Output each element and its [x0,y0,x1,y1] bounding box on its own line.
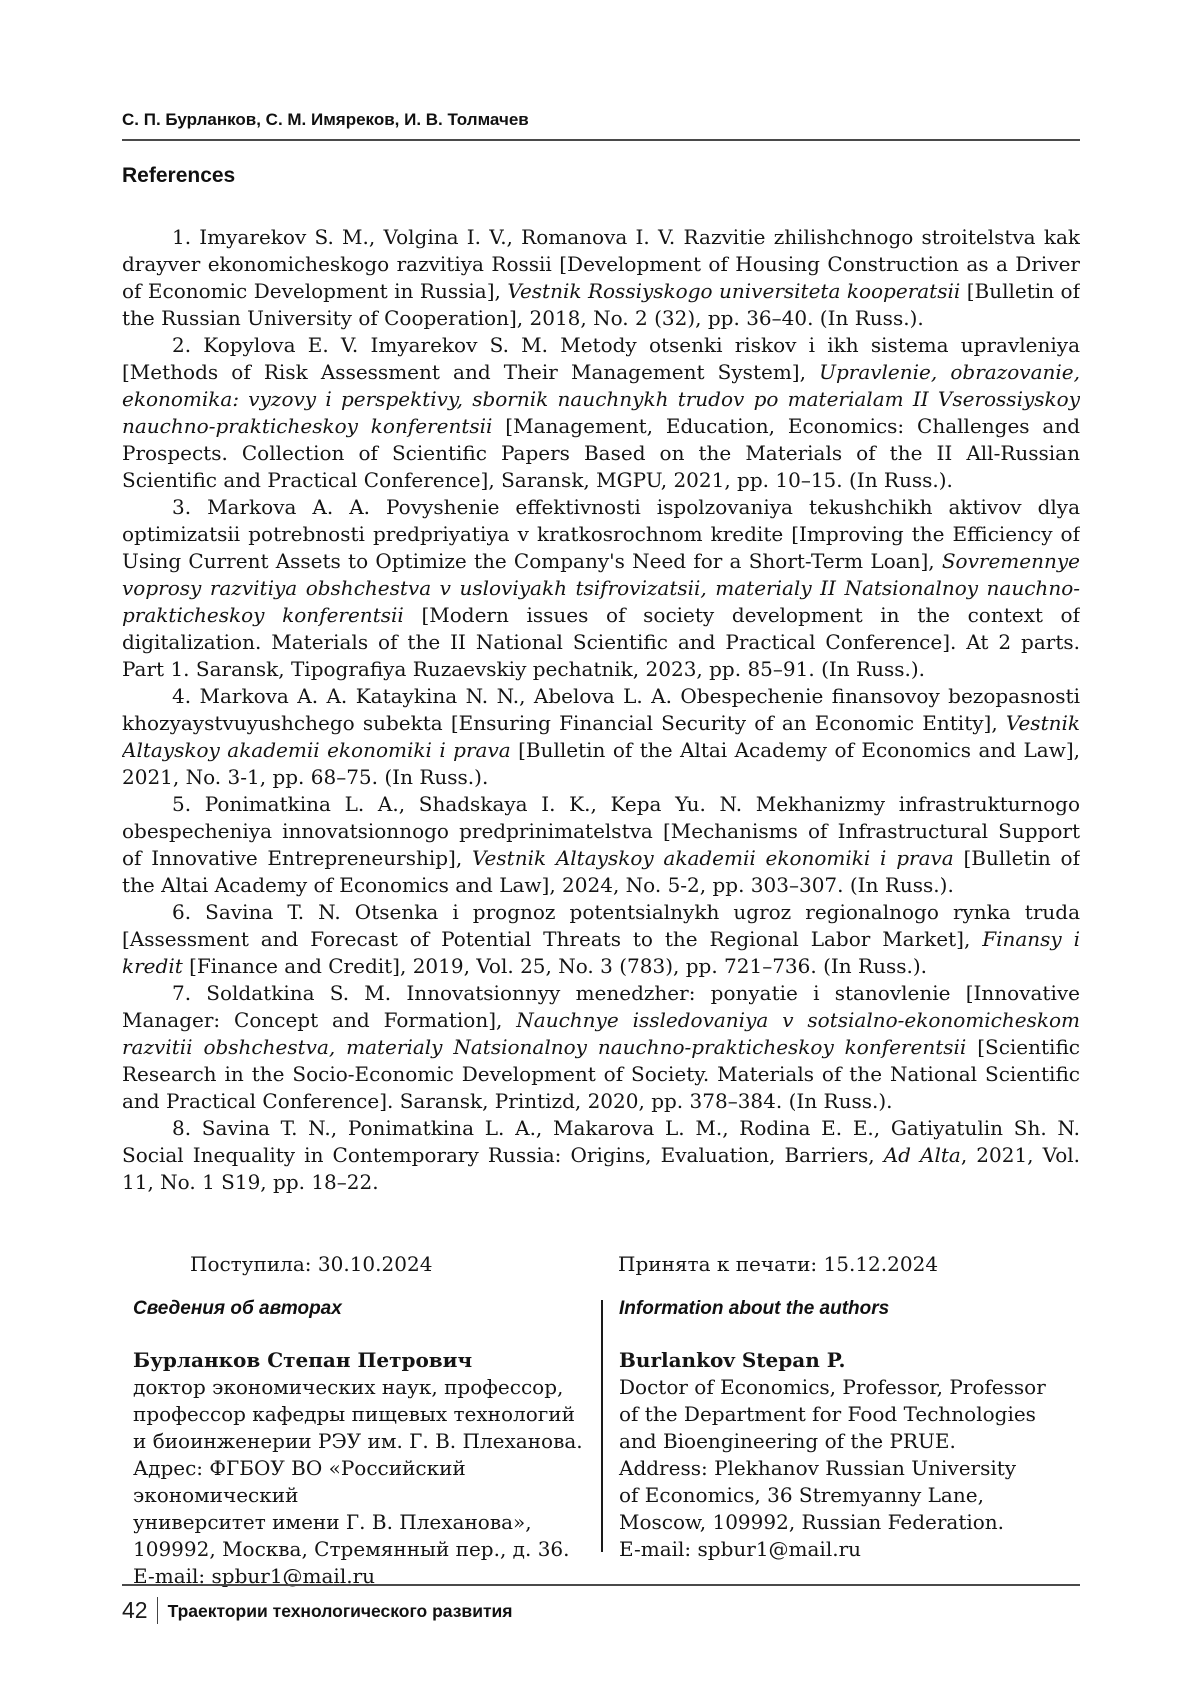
author-name-ru: Бурланков Степан Петрович [133,1348,473,1372]
journal-title: Траектории технологического развития [167,1601,513,1621]
received-date: Поступила: 30.10.2024 [190,1252,433,1276]
authors-info-right [619,1298,1077,1563]
page-number: 42 [122,1597,148,1623]
reference-item-1: 1. Imyarekov S. M., Volgina I. V., Romanova I. V. Razvitie zhilishchnogo stroitelstva kak drayver ekonomicheskogo razvitiya Rossii [Development of Housing Construction as a Driver of Economic Development in Russia], Vestnik Rossiyskogo universiteta kooperatsii [Bulletin of the Russian University of Cooperation], 2018, No. 2 (32), pp. 36–40. (In Russ.). [122,225,1080,330]
authors-info-right-heading: Information about the authors [619,1298,890,1319]
reference-item-8: 8. Savina T. N., Ponimatkina L. A., Makarova L. M., Rodina E. E., Gatiyatulin Sh. N. Social Inequality in Contemporary Russia: Origins, Evaluation, Barriers, Ad Alta, 2021, Vol. 11, No. 1 S19, pp. 18–22. [122,1116,1080,1194]
running-header [122,110,1080,141]
reference-item-7: 7. Soldatkina S. M. Innovatsionnyy menedzher: ponyatie i stanovlenie [Innovative Manager: Concept and Formation], Nauchnye issledovaniya v sotsialno-ekonomicheskom razvitii obshchestva, materialy Natsionalnoy nauchno-prakticheskoy konferentsii [Scientific Research in the Socio-Economic Development of Society. Materials of the National Scientific and Practical Conference]. Saransk, Printizd, 2020, pp. 378–384. (In Russ.). [122,981,1080,1113]
references-list [122,224,1080,1228]
authors-info-left-heading: Сведения об авторах [133,1298,342,1319]
reference-item-5: 5. Ponimatkina L. A., Shadskaya I. K., Kepa Yu. N. Mekhanizmy infrastrukturnogo obespecheniya innovatsionnogo predprinimatelstva [Mechanisms of Infrastructural Support of Innovative Entrepreneurship], Vestnik Altayskoy akademii ekonomiki i prava [Bulletin of the Altai Academy of Economics and Law], 2024, No. 5-2, pp. 303–307. (In Russ.). [122,792,1080,897]
reference-item-6: 6. Savina T. N. Otsenka i prognoz potentsialnykh ugroz regionalnogo rynka truda [Assessment and Forecast of Potential Threats to the Regional Labor Market], Finansy i kredit [Finance and Credit], 2019, Vol. 25, No. 3 (783), pp. 721–736. (In Russ.). [122,900,1080,978]
reference-item-3: 3. Markova A. A. Povyshenie effektivnosti ispolzovaniya tekushchikh aktivov dlya optimizatsii potrebnosti predpriyatiya v kratkosrochnom kredite [Improving the Efficiency of Using Current Assets to Optimize the Company's Need for a Short-Term Loan], Sovremennye voprosy razvitiya obshchestva v usloviyakh tsifrovizatsii, materialy II Natsionalnoy nauchno-prakticheskoy konferentsii [Modern issues of society development in the context of digitalization. Materials of the II National Scientific and Practical Conference]. At 2 parts. Part 1. Saransk, Tipografiya Ruzaevskiy pechatnik, 2023, pp. 85–91. (In Russ.). [122,495,1080,681]
accepted-date: Принята к печати: 15.12.2024 [618,1252,939,1276]
reference-item-2: 2. Kopylova E. V. Imyarekov S. M. Metody otsenki riskov i ikh sistema upravleniya [Methods of Risk Assessment and Their Management System], Upravlenie, obrazovanie, ekonomika: vyzovy i perspektivy, sbornik nauchnykh trudov po materialam II Vserossiyskoy nauchno-prakticheskoy konferentsii [Management, Education, Economics: Challenges and Prospects. Collection of Scientific Papers Based on the Materials of the II All-Russian Scientific and Practical Conference], Saransk, MGPU, 2021, pp. 10–15. (In Russ.). [122,333,1080,492]
running-authors: С. П. Бурланков, С. М. Имяреков, И. В. Толмачев [122,110,529,129]
authors-info-left [133,1298,589,1590]
author-bio-en: Doctor of Economics, Professor, Professor of the Department for Food Technologies and Bioengineering of the PRUE. Address: Plekhanov Russian University of Economics, 36 Stremyanny Lane, Moscow, 109992, Russian Federation. E-mail: spbur1@mail.ru [619,1375,1046,1561]
author-name-en: Burlankov Stepan P. [619,1348,846,1372]
footer-divider-bar [157,1597,158,1624]
dates-row [122,1252,1080,1282]
page-content [122,0,1080,1697]
reference-item-4: 4. Markova A. A. Kataykina N. N., Abelova L. A. Obespechenie finansovoy bezopasnosti khozyaystvuyushchego subekta [Ensuring Financial Security of an Economic Entity], Vestnik Altayskoy akademii ekonomiki i prava [Bulletin of the Altai Academy of Economics and Law], 2021, No. 3-1, pp. 68–75. (In Russ.). [122,684,1080,789]
column-divider [601,1300,603,1552]
references-heading: References [122,164,236,187]
author-bio-ru: доктор экономических наук, профессор, профессор кафедры пищевых технологий и биоинженерии РЭУ им. Г. В. Плеханова. Адрес: ФГБОУ ВО «Российский экономический университет имени Г. В. Плеханова», 109992, Москва, Стремянный пер., д. 36. E-mail: spbur1@mail.ru [133,1375,583,1588]
page-footer [122,1584,1080,1624]
authors-info-section [122,1298,1080,1588]
